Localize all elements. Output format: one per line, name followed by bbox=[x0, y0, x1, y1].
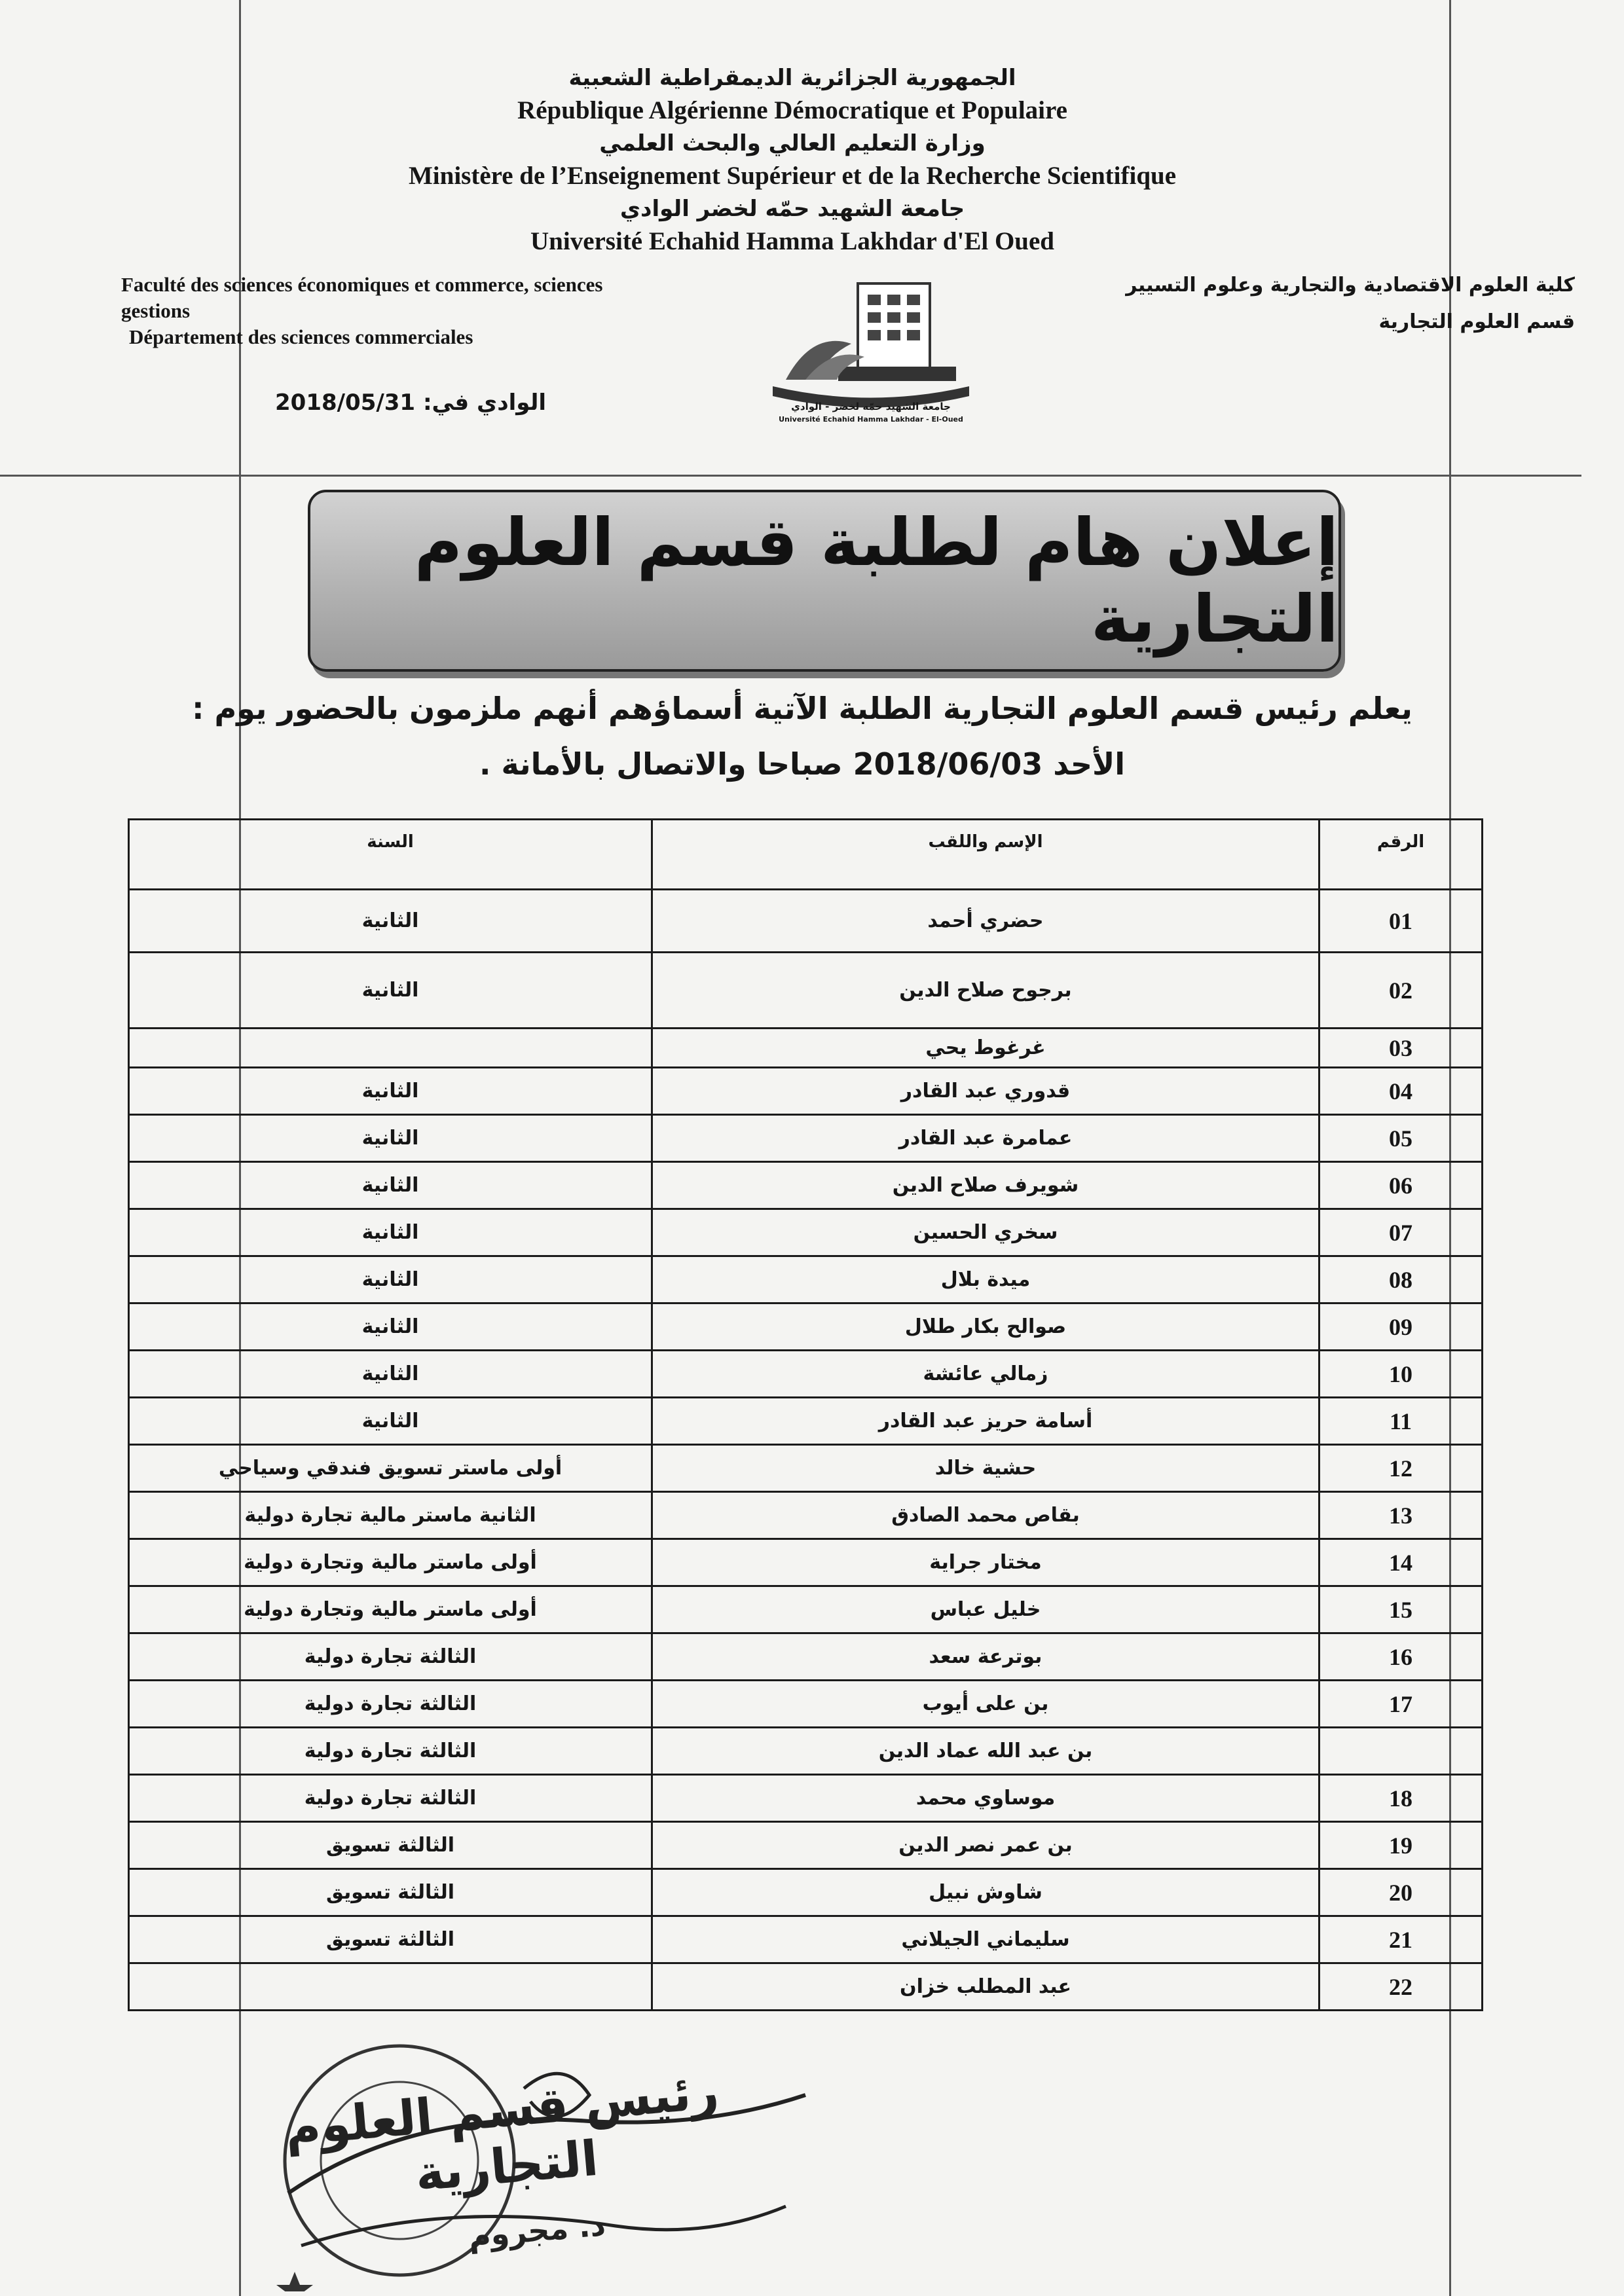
table-row bbox=[129, 1398, 1483, 1445]
intro-line-2: الأحد 2018/06/03 صباحا والاتصال بالأمانة . bbox=[479, 746, 1125, 782]
table-row bbox=[129, 1209, 1483, 1256]
row-year: أولى ماستر تسويق فندقي وسياحي bbox=[129, 1445, 652, 1492]
faculty-ar-line1: كلية العلوم الاقتصادية والتجارية وعلوم التسيير bbox=[1126, 274, 1575, 297]
department-fr: Département des sciences commerciales bbox=[129, 325, 473, 348]
row-num: 19 bbox=[1320, 1822, 1483, 1869]
row-year: الثانية bbox=[129, 1398, 652, 1445]
table-row bbox=[129, 1256, 1483, 1303]
logo-caption-fr: Université Echahid Hamma Lakhdar - El-Oued bbox=[779, 415, 963, 424]
row-name: سليماني الجيلاني bbox=[652, 1916, 1320, 1963]
row-num: 14 bbox=[1320, 1539, 1483, 1586]
students-table bbox=[128, 818, 1483, 2011]
row-name: غرغوط يحي bbox=[652, 1029, 1320, 1068]
row-name: شاوش نبيل bbox=[652, 1869, 1320, 1916]
row-name: صوالح بكار طلال bbox=[652, 1303, 1320, 1351]
table-row bbox=[129, 1351, 1483, 1398]
header-name: الإسم واللقب bbox=[652, 820, 1320, 890]
row-name: عمامرة عبد القادر bbox=[652, 1115, 1320, 1162]
row-num: 05 bbox=[1320, 1115, 1483, 1162]
row-year: الثانية bbox=[129, 1115, 652, 1162]
row-num: 11 bbox=[1320, 1398, 1483, 1445]
row-year: الثالثة تجارة دولية bbox=[129, 1728, 652, 1775]
row-num bbox=[1320, 1728, 1483, 1775]
ministry-fr: Ministère de l’Enseignement Supérieur et de la Recherche Scientifique bbox=[408, 162, 1177, 190]
row-num: 08 bbox=[1320, 1256, 1483, 1303]
row-num: 06 bbox=[1320, 1162, 1483, 1209]
faculty-fr bbox=[121, 272, 750, 350]
announcement-banner bbox=[308, 490, 1341, 672]
row-name: مختار جراية bbox=[652, 1539, 1320, 1586]
row-num: 21 bbox=[1320, 1916, 1483, 1963]
signature-caption: رئيس قسم العلوم التجارية bbox=[282, 2063, 721, 2202]
table-row bbox=[129, 890, 1483, 953]
row-num: 02 bbox=[1320, 953, 1483, 1029]
row-year: الثانية bbox=[129, 890, 652, 953]
banner-title: إعلان هام لطلبة قسم العلوم التجارية bbox=[414, 504, 1338, 657]
table-row bbox=[129, 1728, 1483, 1775]
intro-line-1: يعلم رئيس قسم العلوم التجارية الطلبة الآتية أسماؤهم أنهم ملزمون بالحضور يوم : bbox=[192, 691, 1412, 726]
row-name: موساوي محمد bbox=[652, 1775, 1320, 1822]
row-name: أسامة حريز عبد القادر bbox=[652, 1398, 1320, 1445]
row-num: 17 bbox=[1320, 1681, 1483, 1728]
row-year: الثالثة تجارة دولية bbox=[129, 1775, 652, 1822]
table-row bbox=[129, 1162, 1483, 1209]
row-name: بن على أيوب bbox=[652, 1681, 1320, 1728]
row-num: 15 bbox=[1320, 1586, 1483, 1633]
row-num: 01 bbox=[1320, 890, 1483, 953]
university-fr: Université Echahid Hamma Lakhdar d'El Oued bbox=[530, 227, 1054, 255]
row-year: الثانية bbox=[129, 1068, 652, 1115]
faculty-ar bbox=[1103, 267, 1575, 340]
table-row bbox=[129, 1869, 1483, 1916]
row-name: شويرف صلاح الدين bbox=[652, 1162, 1320, 1209]
row-year: الثالثة تسويق bbox=[129, 1916, 652, 1963]
row-name: خليل عباس bbox=[652, 1586, 1320, 1633]
header-divider bbox=[0, 475, 1581, 477]
signature-name: د. مجروم bbox=[467, 2206, 607, 2255]
row-name: حضري أحمد bbox=[652, 890, 1320, 953]
row-year: أولى ماستر مالية وتجارة دولية bbox=[129, 1539, 652, 1586]
department-ar: قسم العلوم التجارية bbox=[1378, 310, 1575, 333]
row-year bbox=[129, 1029, 652, 1068]
row-num: 18 bbox=[1320, 1775, 1483, 1822]
row-year bbox=[129, 1963, 652, 2011]
country-ar: الجمهورية الجزائرية الديمقراطية الشعبية bbox=[568, 65, 1016, 91]
letterhead bbox=[367, 62, 1218, 259]
row-year: أولى ماستر مالية وتجارة دولية bbox=[129, 1586, 652, 1633]
country-fr: République Algérienne Démocratique et Populaire bbox=[517, 96, 1067, 124]
university-ar: جامعة الشهيد حمّه لخضر الوادي bbox=[619, 196, 965, 222]
row-name: حشية خالد bbox=[652, 1445, 1320, 1492]
row-name: زمالي عائشة bbox=[652, 1351, 1320, 1398]
row-year: الثانية bbox=[129, 953, 652, 1029]
table-row bbox=[129, 1775, 1483, 1822]
table-row bbox=[129, 1633, 1483, 1681]
table-row bbox=[129, 1586, 1483, 1633]
date-label: الوادي في: bbox=[422, 390, 547, 416]
row-year: الثالثة تجارة دولية bbox=[129, 1633, 652, 1681]
date-value: 2018/05/31 bbox=[275, 390, 416, 416]
table-body bbox=[129, 890, 1483, 2011]
row-name: بوترعة سعد bbox=[652, 1633, 1320, 1681]
table-row bbox=[129, 1963, 1483, 2011]
document-date bbox=[275, 390, 546, 416]
table-row bbox=[129, 1115, 1483, 1162]
table-row bbox=[129, 953, 1483, 1029]
row-name: بقاص محمد الصادق bbox=[652, 1492, 1320, 1539]
row-num: 22 bbox=[1320, 1963, 1483, 2011]
row-num: 07 bbox=[1320, 1209, 1483, 1256]
row-year: الثانية bbox=[129, 1256, 652, 1303]
table-row bbox=[129, 1492, 1483, 1539]
row-num: 20 bbox=[1320, 1869, 1483, 1916]
table-row bbox=[129, 1681, 1483, 1728]
row-name: سخري الحسين bbox=[652, 1209, 1320, 1256]
row-name: بن عمر نصر الدين bbox=[652, 1822, 1320, 1869]
logo-caption-ar: جامعة الشهيد حمّه لخضر - الوادي bbox=[791, 401, 951, 412]
header-year: السنة bbox=[129, 820, 652, 890]
row-year: الثانية bbox=[129, 1209, 652, 1256]
row-year: الثانية bbox=[129, 1351, 652, 1398]
row-year: الثالثة تجارة دولية bbox=[129, 1681, 652, 1728]
row-num: 09 bbox=[1320, 1303, 1483, 1351]
table-header-row bbox=[129, 820, 1483, 890]
ministry-ar: وزارة التعليم العالي والبحث العلمي bbox=[599, 130, 986, 156]
table-row bbox=[129, 1822, 1483, 1869]
row-name: برجوح صلاح الدين bbox=[652, 953, 1320, 1029]
table-row bbox=[129, 1539, 1483, 1586]
row-num: 13 bbox=[1320, 1492, 1483, 1539]
row-year: الثانية bbox=[129, 1162, 652, 1209]
row-num: 16 bbox=[1320, 1633, 1483, 1681]
table-row bbox=[129, 1029, 1483, 1068]
table-row bbox=[129, 1916, 1483, 1963]
row-name: ميدة بلال bbox=[652, 1256, 1320, 1303]
row-year: الثالثة تسويق bbox=[129, 1869, 652, 1916]
row-year: الثالثة تسويق bbox=[129, 1822, 652, 1869]
header-num: الرقم bbox=[1320, 820, 1483, 890]
row-year: الثانية bbox=[129, 1303, 652, 1351]
row-num: 12 bbox=[1320, 1445, 1483, 1492]
row-num: 03 bbox=[1320, 1029, 1483, 1068]
row-name: عبد المطلب خزان bbox=[652, 1963, 1320, 2011]
row-num: 10 bbox=[1320, 1351, 1483, 1398]
row-year: الثانية ماستر مالية تجارة دولية bbox=[129, 1492, 652, 1539]
row-name: بن عبد الله عماد الدين bbox=[652, 1728, 1320, 1775]
table-row bbox=[129, 1068, 1483, 1115]
table-row bbox=[129, 1445, 1483, 1492]
faculty-fr-line2: gestions bbox=[121, 299, 191, 322]
row-num: 04 bbox=[1320, 1068, 1483, 1115]
table-row bbox=[129, 1303, 1483, 1351]
row-name: قدوري عبد القادر bbox=[652, 1068, 1320, 1115]
faculty-fr-line1: Faculté des sciences économiques et commerce, sciences bbox=[121, 273, 603, 296]
